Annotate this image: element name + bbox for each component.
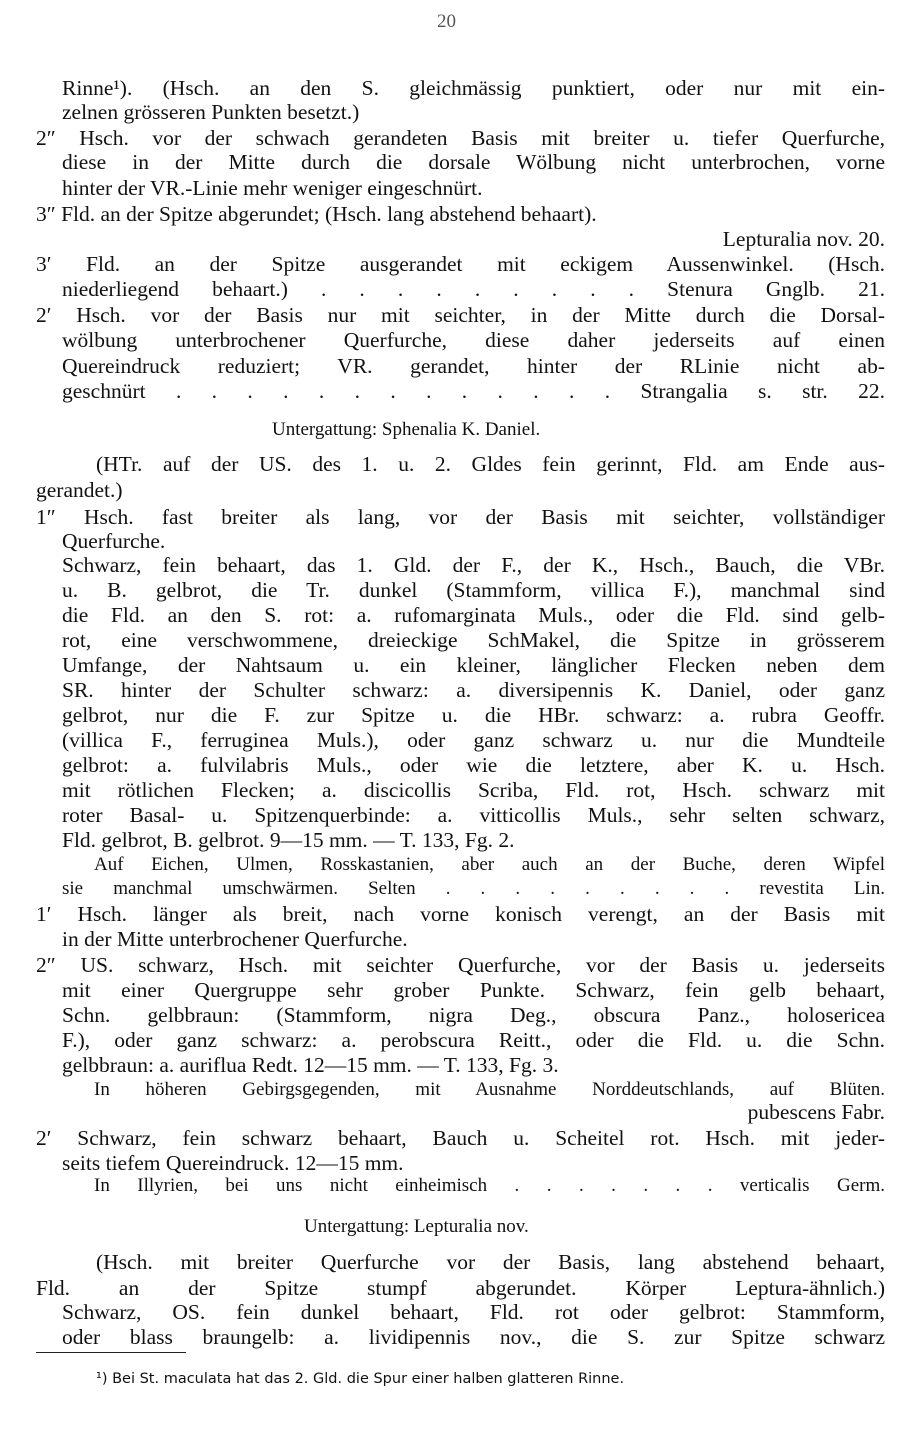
text-line: Umfange, der Nahtsaum u. ein kleiner, länglicher Flecken neben dem — [62, 655, 885, 677]
text-line: Fld. an der Spitze stumpf abgerundet. Körper Leptura-ähnlich.) — [36, 1278, 885, 1300]
text-line: sie manchmal umschwärmen. Selten . . . . . . . . . revestita Lin. — [62, 879, 885, 899]
text-line: In Illyrien, bei uns nicht einheimisch . . . . . . . verticalis Germ. — [94, 1176, 885, 1196]
text-line: gelbbraun: a. auriflua Redt. 12—15 mm. — T. 133, Fg. 3. — [62, 1053, 559, 1077]
text-line: die Fld. an den S. rot: a. rufomarginata Muls., oder die Fld. sind gelb- — [62, 605, 885, 627]
text-line: geschnürt . . . . . . . . . . . . . Strangalia s. str. 22. — [62, 381, 885, 403]
text-line: Untergattung: Sphenalia K. Daniel. — [272, 419, 541, 440]
text-line: 2″ Hsch. vor der schwach gerandeten Basis mit breiter u. tiefer Querfurche, — [36, 128, 885, 150]
text-line: gelbrot: a. fulvilabris Muls., oder wie die letztere, aber K. u. Hsch. — [62, 755, 885, 777]
text-line: in der Mitte unterbrochener Querfurche. — [62, 927, 408, 951]
footnote-rule — [36, 1352, 186, 1353]
text-line: roter Basal- u. Spitzenquerbinde: a. vitticollis Muls., sehr selten schwarz, — [62, 805, 885, 827]
text-line: 2′ Schwarz, fein schwarz behaart, Bauch u. Scheitel rot. Hsch. mit jeder- — [36, 1128, 885, 1150]
text-line: oder blass braungelb: a. lividipennis nov., die S. zur Spitze schwarz — [62, 1327, 885, 1349]
text-line: seits tiefem Quereindruck. 12—15 mm. — [62, 1151, 404, 1175]
text-line: gerandet.) — [36, 478, 123, 502]
text-line: hinter der VR.-Linie mehr weniger eingeschnürt. — [62, 176, 483, 200]
text-line: In höheren Gebirgsgegenden, mit Ausnahme Norddeutschlands, auf Blüten. — [94, 1080, 885, 1100]
text-line: gelbrot, nur die F. zur Spitze u. die HBr. schwarz: a. rubra Geoffr. — [62, 705, 885, 727]
text-line: Fld. gelbrot, B. gelbrot. 9—15 mm. — T. 133, Fg. 2. — [62, 828, 515, 852]
text-line: Schwarz, fein behaart, das 1. Gld. der F., der K., Hsch., Bauch, die VBr. — [62, 555, 885, 577]
text-line: u. B. gelbrot, die Tr. dunkel (Stammform, villica F.), manchmal sind — [62, 580, 885, 602]
text-line: 1′ Hsch. länger als breit, nach vorne konisch verengt, an der Basis mit — [36, 904, 885, 926]
text-line: (HTr. auf der US. des 1. u. 2. Gldes fein gerinnt, Fld. am Ende aus- — [96, 454, 885, 476]
text-line: 3′ Fld. an der Spitze ausgerandet mit eckigem Aussenwinkel. (Hsch. — [36, 254, 885, 276]
text-line: rot, eine verschwommene, dreieckige SchMakel, die Spitze in grösserem — [62, 630, 885, 652]
text-line: Schwarz, OS. fein dunkel behaart, Fld. rot oder gelbrot: Stammform, — [62, 1302, 885, 1324]
page-number: 20 — [437, 11, 456, 32]
text-line: zelnen grösseren Punkten besetzt.) — [62, 100, 360, 124]
text-line: wölbung unterbrochener Querfurche, diese daher jederseits auf einen — [62, 330, 885, 352]
text-line: Lepturalia nov. 20. — [722, 227, 885, 251]
text-line: Querfurche. — [62, 529, 166, 553]
text-line: niederliegend behaart.) . . . . . . . . . Stenura Gnglb. 21. — [62, 279, 885, 301]
text-line: Auf Eichen, Ulmen, Rosskastanien, aber auch an der Buche, deren Wipfel — [94, 855, 885, 875]
text-line: SR. hinter der Schulter schwarz: a. diversipennis K. Daniel, oder ganz — [62, 680, 885, 702]
text-line: (villica F., ferruginea Muls.), oder ganz schwarz u. nur die Mundteile — [62, 730, 885, 752]
text-line: F.), oder ganz schwarz: a. perobscura Reitt., oder die Fld. u. die Schn. — [62, 1030, 885, 1052]
text-line: 3″ Fld. an der Spitze abgerundet; (Hsch. lang abstehend behaart). — [36, 202, 597, 226]
text-line: 2″ US. schwarz, Hsch. mit seichter Querfurche, vor der Basis u. jederseits — [36, 955, 885, 977]
text-line: 2′ Hsch. vor der Basis nur mit seichter, in der Mitte durch die Dorsal- — [36, 305, 885, 327]
footnote: ¹) Bei St. maculata hat das 2. Gld. die Spur einer halben glatteren Rinne. — [96, 1371, 625, 1387]
text-line: mit einer Quergruppe sehr grober Punkte. Schwarz, fein gelb behaart, — [62, 980, 885, 1002]
text-line: Rinne¹). (Hsch. an den S. gleichmässig punktiert, oder nur mit ein- — [62, 78, 885, 100]
text-line: 1″ Hsch. fast breiter als lang, vor der Basis mit seichter, vollständiger — [36, 507, 885, 529]
text-line: mit rötlichen Flecken; a. discicollis Scriba, Fld. rot, Hsch. schwarz mit — [62, 780, 885, 802]
text-line: Schn. gelbbraun: (Stammform, nigra Deg., obscura Panz., holosericea — [62, 1005, 885, 1027]
text-line: Quereindruck reduziert; VR. gerandet, hinter der RLinie nicht ab- — [62, 356, 885, 378]
text-line: pubescens Fabr. — [747, 1100, 885, 1124]
text-line: diese in der Mitte durch die dorsale Wölbung nicht unterbrochen, vorne — [62, 152, 885, 174]
text-line: (Hsch. mit breiter Querfurche vor der Basis, lang abstehend behaart, — [96, 1252, 885, 1274]
text-line: Untergattung: Lepturalia nov. — [304, 1216, 529, 1237]
